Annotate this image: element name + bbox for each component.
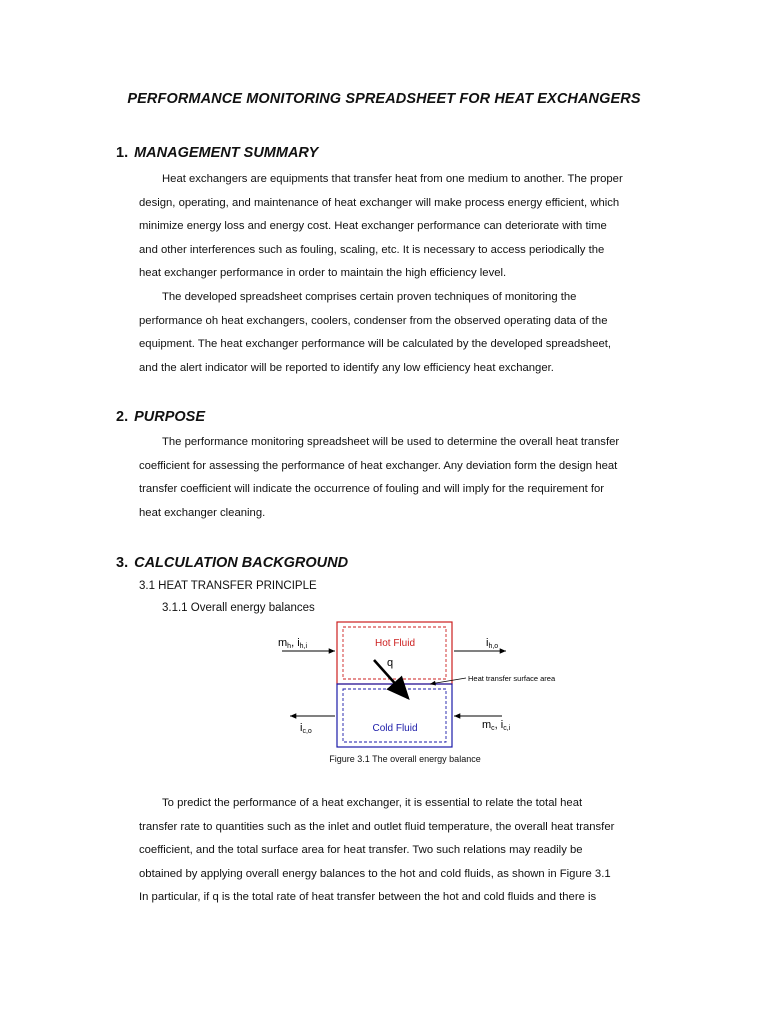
text-line: performance oh heat exchangers, coolers, condenser from the observed operating data of the (139, 314, 608, 327)
section-number: 1. (116, 145, 129, 161)
paragraph-purpose (139, 431, 654, 525)
hot-inlet-label: mh, ih,i (278, 637, 308, 650)
cold-fluid-inner-dashed (343, 689, 446, 742)
section-number: 2. (116, 409, 129, 425)
text-line: equipment. The heat exchanger performance will be calculated by the developed spreadsheet, (139, 338, 612, 351)
text-line: design, operating, and maintenance of heat exchanger will make process energy efficient, which (139, 196, 620, 209)
text-line: heat exchanger performance in order to maintain the high efficiency level. (139, 267, 507, 280)
text-line: coefficient, and the total surface area for heat transfer. Two such relations may readily be (139, 844, 583, 857)
text-line: The developed spreadsheet comprises certain proven techniques of monitoring the (162, 291, 577, 303)
paragraph-summary-1 (139, 168, 654, 286)
text-line: transfer rate to quantities such as the inlet and outlet fluid temperature, the overall heat transfer (139, 820, 615, 833)
text-line: and other interferences such as fouling, scaling, etc. It is necessary to access periodically the (139, 243, 605, 256)
cold-outlet-label: ic,o (300, 722, 312, 735)
section-title: CALCULATION BACKGROUND (134, 555, 349, 571)
energy-balance-diagram (270, 614, 590, 774)
section-title: MANAGEMENT SUMMARY (134, 145, 319, 161)
text-line: transfer coefficient will indicate the occurrence of fouling and will imply for the requirement for (139, 483, 605, 496)
text-line: obtained by applying overall energy balances to the hot and cold fluids, as shown in Figure 3.1 (139, 867, 611, 880)
text-line: Heat exchangers are equipments that transfer heat from one medium to another. The proper (162, 173, 623, 185)
section-heading-calculation-background (116, 555, 348, 571)
cold-fluid-box (337, 684, 452, 747)
q-label: q (387, 657, 394, 669)
cold-fluid-label: Cold Fluid (372, 723, 418, 734)
section-heading-purpose (116, 409, 205, 425)
hot-outlet-label: ih,o (486, 637, 499, 650)
hot-fluid-label: Hot Fluid (374, 638, 416, 649)
document-title: PERFORMANCE MONITORING SPREADSHEET FOR HEAT EXCHANGERS (127, 91, 641, 107)
text-line: coefficient for assessing the performance of heat exchanger. Any deviation form the design heat (139, 459, 618, 472)
subsection-heading: 3.1 HEAT TRANSFER PRINCIPLE (139, 580, 317, 592)
text-line: The performance monitoring spreadsheet will be used to determine the overall heat transfer (162, 436, 620, 448)
text-line: heat exchanger cleaning. (139, 506, 266, 519)
cold-inlet-label: mc, ic,i (482, 719, 511, 732)
text-line: To predict the performance of a heat exchanger, it is essential to relate the total heat (162, 797, 583, 809)
paragraph-summary-2 (139, 286, 654, 380)
subsubsection-heading: 3.1.1 Overall energy balances (162, 602, 315, 614)
text-line: and the alert indicator will be reported to identify any low efficiency heat exchanger. (139, 361, 554, 374)
hot-fluid-inner-dashed (343, 627, 446, 679)
section-number: 3. (116, 555, 129, 571)
section-title: PURPOSE (134, 409, 206, 425)
hot-fluid-box (337, 622, 452, 684)
text-line: In particular, if q is the total rate of heat transfer between the hot and cold fluids and there is (139, 891, 597, 904)
paragraph-energy-balance (139, 792, 654, 910)
text-line: minimize energy loss and energy cost. Heat exchanger performance can deteriorate with time (139, 220, 607, 233)
section-heading-management-summary (116, 145, 318, 161)
figure-caption: Figure 3.1 The overall energy balance (329, 754, 481, 764)
surface-area-label: Heat transfer surface area (468, 674, 556, 683)
